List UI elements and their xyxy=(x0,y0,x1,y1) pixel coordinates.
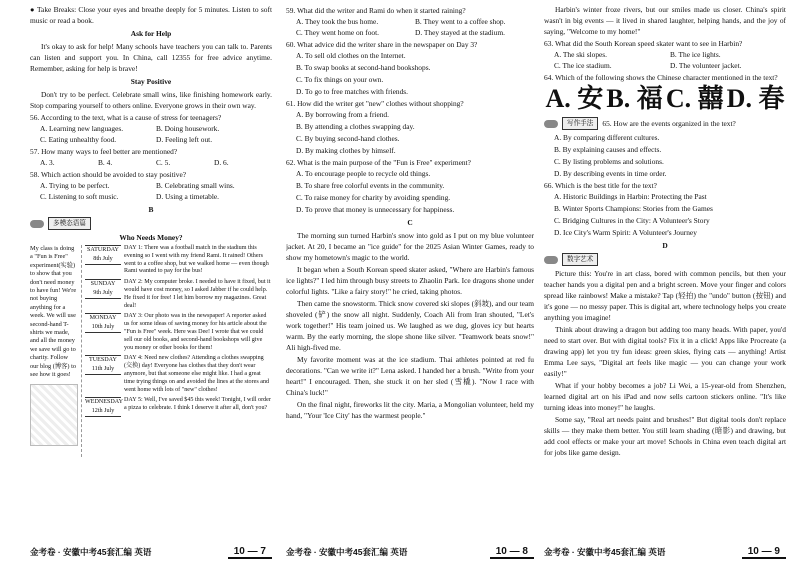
page-number: 10 — 7 xyxy=(228,546,272,559)
column-middle xyxy=(286,4,534,536)
option-57d: D. 6. xyxy=(214,158,229,167)
passage-d-paragraph: What if your hobby becomes a job? Li Wei, a 15-year-old from Shenzhen, learned digital art on his iPad and now sells cartoon stickers online. "It's like turning ideas into money!" he laughs. xyxy=(544,381,786,412)
option-63a: A. The ski slopes. xyxy=(554,50,608,59)
section-d-tag xyxy=(544,253,786,266)
paragraph-ask-help: It's okay to ask for help! Many schools have teachers you can talk to. Parents can listen and support you. In China, call 12355 for free advice anytime. Remember, asking for help is brave! xyxy=(30,42,272,73)
heading-ask-help: Ask for Help xyxy=(130,29,172,38)
option-59a: A. They took the bus home. xyxy=(296,17,379,26)
diary-blog xyxy=(30,245,272,457)
entry-text: DAY 3: Our photo was in the newspaper! A reporter asked us for some ideas of saving money for his article about the "Fun is Free" week. Here was Dee! I wrote that we could sell our old books, and second-hand bookshops will give you money or other books for them! xyxy=(124,313,267,351)
option-58c: C. Listening to soft music. xyxy=(40,192,119,201)
footer-title: 金考卷 · 安徽中考45套汇编 英语 xyxy=(544,547,666,557)
passage-c-paragraph: My favorite moment was at the ice stadium. Thai athletes pointed at red fu decorations. "Can we write it?" Lena asked. I handed her a brush. "Write from your heart!" I encouraged. Then, she stuck it on her sled (雪橇). "Now I race with China's luck!" xyxy=(286,355,534,397)
day-name: MONDAY xyxy=(89,315,117,322)
option-60a: A. To sell old clothes on the Internet. xyxy=(296,51,406,60)
tag-label: 写作手法 xyxy=(562,117,598,130)
tag-icon xyxy=(30,220,44,228)
passage-c-ending: Harbin's winter froze rivers, but our smiles made us closer. China's spirit wasn't in big events — it lived in shared laughter, helping hands, and the joy of saying, "Welcome to my home!" xyxy=(544,5,786,36)
passage-d-paragraph: Picture this: You're in art class, bored with common pencils, but then your teacher hands you a digital pen and a bright screen. Move your finger and colors spread like rainbows! Make a mistake? Tap (轻拍) the "undo" button (按钮) and it's gone — no messy paper. This is digital art, where technology helps you create anything you imagine! xyxy=(544,269,786,322)
option-65a: A. By comparing different cultures. xyxy=(554,133,660,142)
option-60b: B. To swap books at second-hand bookshops. xyxy=(296,63,431,72)
option-59b: B. They went to a coffee shop. xyxy=(415,17,506,26)
diary-intro-text: My class is doing a "Fun is Free" experiment(实验) to show that you don't need money to have fun! We're not buying anything for a week. We will use second-hand T-shirts we made, and all the money we save will go to charity. Follow our blog (博客) to see how it goes! xyxy=(30,245,77,379)
character-options xyxy=(544,84,786,114)
day-name: SUNDAY xyxy=(90,281,116,288)
page-footer xyxy=(30,544,272,560)
question-66: 66. Which is the best title for the text? xyxy=(544,181,657,190)
day-date: 11th July xyxy=(91,366,115,373)
option-59c: C. They went home on foot. xyxy=(296,28,379,37)
diary-entries xyxy=(82,245,272,457)
option-62d: D. To prove that money is unnecessary for happiness. xyxy=(296,205,455,214)
option-65b: B. By explaining causes and effects. xyxy=(554,145,662,154)
entry-text: DAY 4: Need new clothes? Attending a clothes swapping (交换) day! Everyone has clothes that they don't wear anymore, but that someone else might like. I had a great time trying things on and avoided the lines at the stores and went home with lots of "new" clothes! xyxy=(124,355,270,393)
diary-intro xyxy=(30,245,82,457)
day-label xyxy=(85,245,121,265)
page-footer xyxy=(544,544,786,560)
options-66 xyxy=(554,191,786,238)
column-left xyxy=(30,4,272,536)
section-d-label: D xyxy=(662,241,668,250)
heading-stay-positive: Stay Positive xyxy=(130,77,172,86)
option-66d: D. Ice City's Warm Spirit: A Volunteer's Journey xyxy=(554,228,697,237)
option-58a: A. Trying to be perfect. xyxy=(40,181,110,190)
day-label xyxy=(85,313,121,333)
question-65-row xyxy=(544,117,786,130)
day-label xyxy=(85,355,121,375)
day-label xyxy=(85,397,124,417)
question-60: 60. What advice did the writer share in the newspaper on Day 3? xyxy=(286,40,478,49)
tag-label: 数字艺术 xyxy=(562,253,598,266)
option-62b: B. To share free colorful events in the community. xyxy=(296,181,445,190)
character-option-b: B. 福 xyxy=(606,84,663,113)
sketch-illustration xyxy=(30,384,78,446)
page-number: 10 — 9 xyxy=(742,546,786,559)
option-59d: D. They stayed at the stadium. xyxy=(415,28,505,37)
option-62c: C. To raise money for charity by avoiding spending. xyxy=(296,193,451,202)
entry-text: DAY 2: My computer broke. I needed to have it fixed, but it would have cost money, so I asked Jabber if he could help. He fixed it for free! I let him borrow my magazines. Great deal! xyxy=(124,279,271,309)
tag-label: 多模态语篇 xyxy=(48,217,91,230)
question-63: 63. What did the South Korean speed skater want to see in Harbin? xyxy=(544,39,743,48)
options-62 xyxy=(296,168,534,215)
day-date: 9th July xyxy=(93,290,113,297)
passage-c-paragraph: On the final night, fireworks lit the city. Maria, a Mongolian volunteer, held my hand, "Your 'Ice City' has the warmest people." xyxy=(286,400,534,420)
section-c-label: C xyxy=(407,218,413,227)
passage-d-paragraph: Think about drawing a dragon but adding too many heads. With paper, you'd need to start over. But with digital tools? Fix it in a click! Apps like Procreate (a drawing app) let you try fun ideas: green skies, flying cats — anything! Artist Emma Lee says, "Digital art feels like magic — you can change your work easily!" xyxy=(544,325,786,378)
option-65c: C. By listing problems and solutions. xyxy=(554,157,664,166)
section-b-label: B xyxy=(148,205,154,214)
option-63b: B. The ice lights. xyxy=(670,50,721,59)
page-number: 10 — 8 xyxy=(490,546,534,559)
tag-icon xyxy=(544,120,558,128)
character-option-c: C. 囍 xyxy=(665,84,724,113)
entry-text: DAY 5: Well, I've saved $45 this week! Tonight, I will order a pizza to celebrate. I think I deserve it after all, don't you? xyxy=(124,397,271,412)
footer-title: 金考卷 · 安徽中考45套汇编 英语 xyxy=(30,547,152,557)
tag-icon xyxy=(544,256,558,264)
day-name: TUESDAY xyxy=(89,357,117,364)
column-right xyxy=(544,4,786,536)
footer-title: 金考卷 · 安徽中考45套汇编 英语 xyxy=(286,547,408,557)
option-66a: A. Historic Buildings in Harbin: Protecting the Past xyxy=(554,192,707,201)
diary-title: Who Needs Money? xyxy=(119,233,183,242)
question-65: 65. How are the events organized in the text? xyxy=(602,119,736,128)
option-57c: C. 5. xyxy=(156,158,171,167)
diary-entry xyxy=(85,245,272,277)
option-61d: D. By making clothes by himself. xyxy=(296,146,396,155)
question-62: 62. What is the main purpose of the "Fun is Free" experiment? xyxy=(286,158,471,167)
question-64: 64. Which of the following shows the Chinese character mentioned in the text? xyxy=(544,73,778,82)
option-60c: C. To fix things on your own. xyxy=(296,75,384,84)
options-59 xyxy=(296,16,534,38)
option-61a: A. By borrowing from a friend. xyxy=(296,110,389,119)
options-61 xyxy=(296,109,534,156)
day-date: 12th July xyxy=(91,408,115,415)
option-56a: A. Learning new languages. xyxy=(40,124,124,133)
option-63c: C. The ice stadium. xyxy=(554,61,612,70)
page-footer xyxy=(286,544,534,560)
option-60d: D. To go to free matches with friends. xyxy=(296,87,409,96)
options-58 xyxy=(40,180,272,202)
option-66c: C. Bridging Cultures in the City: A Volunteer's Story xyxy=(554,216,710,225)
options-63 xyxy=(554,49,786,71)
options-60 xyxy=(296,50,534,97)
options-57 xyxy=(40,157,272,168)
day-name: WEDNESDAY xyxy=(85,399,124,406)
option-56b: B. Doing housework. xyxy=(156,124,220,133)
option-66b: B. Winter Sports Champions: Stories from the Games xyxy=(554,204,713,213)
entry-text: DAY 1: There was a football match in the stadium this evening so I went with my friend Rami. It rained! Others went to a coffee shop, but we walked home — even though Rami wanted to pay for the bus! xyxy=(124,245,269,275)
option-58b: B. Celebrating small wins. xyxy=(156,181,235,190)
diary-entry xyxy=(85,313,272,353)
option-65d: D. By describing events in time order. xyxy=(554,169,667,178)
question-56: 56. According to the text, what is a cause of stress for teenagers? xyxy=(30,113,222,122)
option-58d: D. Using a timetable. xyxy=(156,192,220,201)
question-61: 61. How did the writer get "new" clothes without shopping? xyxy=(286,99,464,108)
passage-c-paragraph: Then came the snowstorm. Thick snow covered ski slopes (斜坡), and our team shoveled (铲) the snow all night. Suddenly, Coach Ali from Iran shouted, "Let's work together!" His team joined us. We laughed as we dug, gloves icy but hearts warm. By the early morning, the slope shone like silver. "Teamwork beats snow!" Ali high-fived me. xyxy=(286,299,534,352)
paragraph-stay-positive: Don't try to be perfect. Celebrate small wins, like finishing homework early. Stop comparing yourself to others online. Everyone grows in their own way. xyxy=(30,90,272,110)
option-61b: B. By attending a clothes swapping day. xyxy=(296,122,415,131)
day-name: SATURDAY xyxy=(87,247,119,253)
question-58: 58. Which action should be avoided to stay positive? xyxy=(30,170,187,179)
diary-entry xyxy=(85,355,272,395)
diary-entry xyxy=(85,279,272,311)
question-59: 59. What did the writer and Rami do when it started raining? xyxy=(286,6,466,15)
option-62a: A. To encourage people to recycle old things. xyxy=(296,169,431,178)
diary-entry xyxy=(85,397,272,417)
option-56c: C. Eating unhealthy food. xyxy=(40,135,117,144)
day-label xyxy=(85,279,121,299)
option-61c: C. By buying second-hand clothes. xyxy=(296,134,400,143)
option-57a: A. 3. xyxy=(40,158,55,167)
options-56 xyxy=(40,123,272,145)
option-57b: B. 4. xyxy=(98,158,113,167)
options-65 xyxy=(554,132,786,179)
option-56d: D. Feeling left out. xyxy=(156,135,213,144)
passage-d-paragraph: Some say, "Real art needs paint and brushes!" But digital tools don't replace skills — they make them better. You still learn shading (暗影) and drawing, but add cool effects or make your art move! Schools in China even teach digital art for jobs like game design. xyxy=(544,415,786,457)
day-date: 10th July xyxy=(91,324,115,331)
passage-c-paragraph: It began when a South Korean speed skater asked, "Where are Harbin's famous ice lights?" I led him through busy streets to Zhaolin Park. Ice dragons shone under colorful lights. "Like a fairy story!" he cried, taking photos. xyxy=(286,265,534,296)
question-57: 57. How many ways to feel better are mentioned? xyxy=(30,147,178,156)
character-option-d: D. 春 xyxy=(726,84,785,113)
passage-c-paragraph: The morning sun turned Harbin's snow into gold as I put on my blue volunteer jacket. At 20, I became an "ice guide" for the 2025 Asian Winter Games, ready to show my hometown's magic to the world. xyxy=(286,231,534,262)
character-option-a: A. 安 xyxy=(545,84,604,113)
day-date: 8th July xyxy=(93,256,113,262)
section-b-tag xyxy=(30,217,272,230)
tip-take-breaks: ● Take Breaks: Close your eyes and breathe deeply for 5 minutes. Listen to soft music or read a book. xyxy=(30,5,272,25)
option-63d: D. The volunteer jacket. xyxy=(670,61,742,70)
